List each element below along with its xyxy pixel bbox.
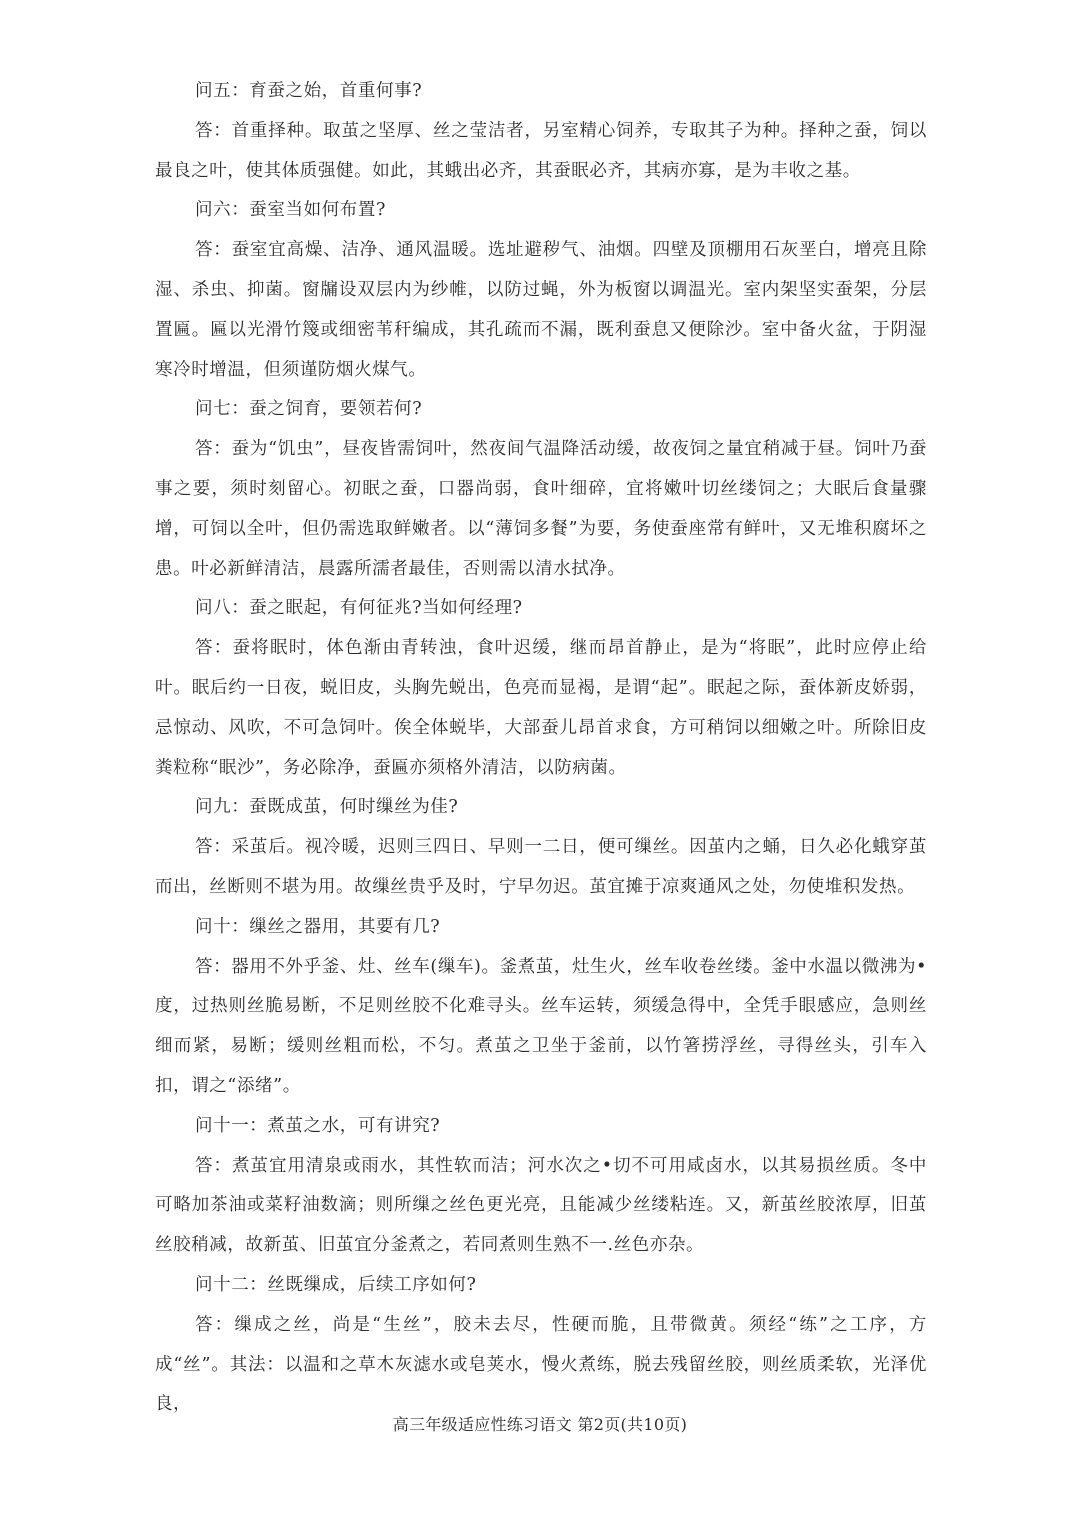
answer-5: 答：首重择种。取茧之坚厚、丝之莹洁者，另室精心饲养，专取其子为种。择种之蚕，饲以最良之叶，使其体质强健。如此，其蛾出必齐，其蚕眠必齐，其病亦寡，是为丰收之基。 xyxy=(155,120,927,181)
question-9: 问九：蚕既成茧，何时缫丝为佳? xyxy=(195,797,459,818)
question-6: 问六：蚕室当如何布置? xyxy=(195,200,386,221)
answer-8: 答：蚕将眠时，体色渐由青转浊，食叶迟缓，继而昂首静止，是为“将眠”，此时应停止给叶。眠后约一日夜，蜕旧皮，头胸先蜕出，色亮而显褐，是谓“起”。眠起之际，蚕体新皮娇弱，忌惊动、风吹，不可急饲叶。俟全体蜕毕，大部蚕儿昂首求食，方可稍饲以细嫩之叶。所除旧皮粪粒称“眠沙”，务必除净，蚕匾亦须格外清洁，以防病菌。 xyxy=(155,638,927,778)
answer-12: 答：缫成之丝，尚是“生丝”，胶未去尽，性硬而脆，且带微黄。须经“练”之工序，方成“丝”。其法：以温和之草木灰滤水或皂荚水，慢火煮练，脱去残留丝胶，则丝质柔软，光泽优良， xyxy=(155,1314,927,1415)
question-7: 问七：蚕之饲育，要领若何? xyxy=(195,399,423,420)
answer-11: 答：煮茧宜用清泉或雨水，其性软而洁；河水次之•切不可用咸卤水，以其易损丝质。冬中可略加茶油或菜籽油数滴；则所缫之丝色更光亮，且能减少丝缕粘连。又，新茧丝胶浓厚，旧茧丝胶稍减，故新茧、旧茧宜分釜煮之，若同煮则生熟不一.丝色亦杂。 xyxy=(155,1155,927,1256)
page-footer: 高三年级适应性练习语文 第2页(共10页) xyxy=(392,1415,688,1434)
answer-10: 答：器用不外乎釜、灶、丝车(缫车)。釜煮茧，灶生火，丝车收卷丝缕。釜中水温以微沸为•度，过热则丝脆易断，不足则丝胶不化难寻头。丝车运转，须缓急得中，全凭手眼感应，急则丝细而紧，易断；缓则丝粗而松，不匀。煮茧之卫坐于釜前，以竹箸捞浮丝，寻得丝头，引车入扣，谓之“添绪”。 xyxy=(155,956,927,1096)
answer-7: 答：蚕为“饥虫”，昼夜皆需饲叶，然夜间气温降活动缓，故夜饲之量宜稍减于昼。饲叶乃蚕事之要，须时刻留心。初眠之蚕，口器尚弱，食叶细碎，宜将嫩叶切丝缕饲之；大眠后食量骤增，可饲以全叶，但仍需选取鲜嫩者。以“薄饲多餐”为要，务使蚕座常有鲜叶，又无堆积腐坏之患。叶必新鲜清洁，晨露所濡者最佳，否则需以清水拭净。 xyxy=(155,439,927,579)
question-12: 问十二：丝既缫成，后续工序如何? xyxy=(195,1274,477,1295)
document-body xyxy=(155,72,927,1425)
question-8: 问八：蚕之眠起，有何征兆?当如何经理? xyxy=(195,598,523,619)
answer-6: 答：蚕室宜高燥、洁净、通风温暖。选址避秽气、油烟。四壁及顶棚用石灰垩白，增亮且除湿、杀虫、抑菌。窗牖设双层内为纱帷，以防过蝇，外为板窗以调温光。室内架坚实蚕架，分层置匾。匾以光滑竹篾或细密苇秆编成，其孔疏而不漏，既利蚕息又便除沙。室中备火盆，于阴湿寒冷时增温，但须谨防烟火煤气。 xyxy=(155,240,927,380)
answer-9: 答：采茧后。视冷暖，迟则三四日、早则一二日，便可缫丝。因茧内之蛹，日久必化蛾穿茧而出，丝断则不堪为用。故缫丝贵乎及时，宁早勿迟。茧宜摊于凉爽通风之处，勿使堆积发热。 xyxy=(155,837,927,897)
question-5: 问五：育蚕之始，首重何事? xyxy=(195,81,423,101)
question-10: 问十：缫丝之器用，其要有几? xyxy=(195,916,441,937)
question-11: 问十一：煮茧之水，可有讲究? xyxy=(195,1115,441,1136)
